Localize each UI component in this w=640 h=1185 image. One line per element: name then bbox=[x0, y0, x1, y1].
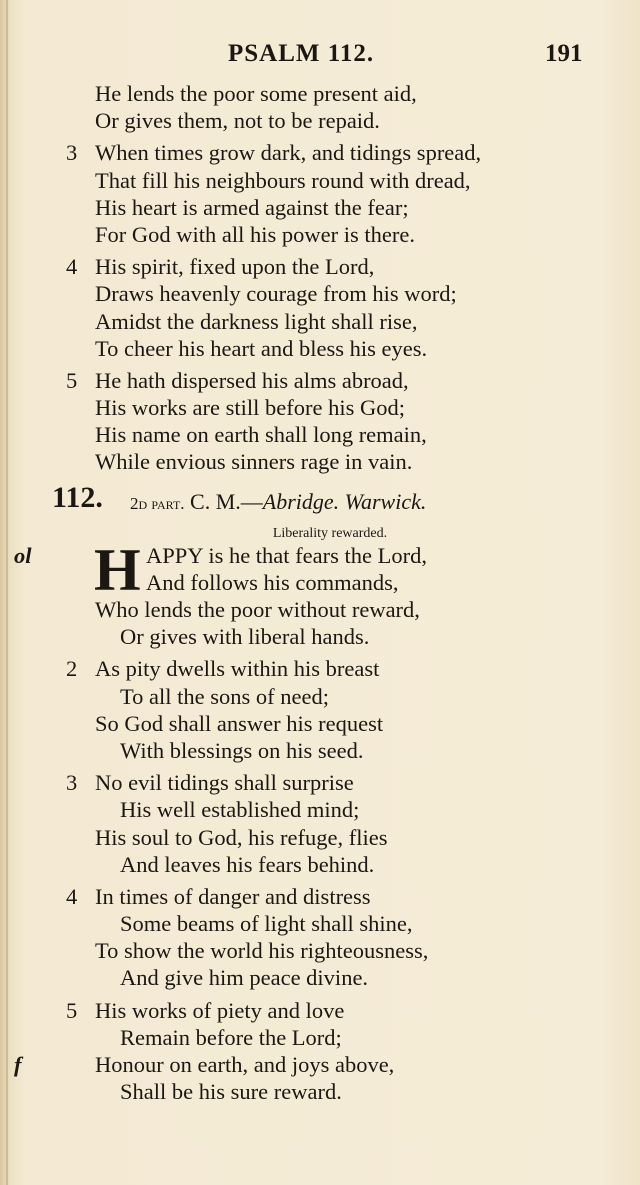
verse-line bbox=[0, 367, 640, 394]
page-number: 191 bbox=[545, 40, 583, 67]
verse-line bbox=[0, 997, 640, 1024]
verse-text: And give him peace divine. bbox=[120, 965, 369, 991]
verse-text: Amidst the darkness light shall rise, bbox=[95, 308, 418, 334]
verse-text: For God with all his power is there. bbox=[95, 221, 415, 247]
stanza-number: 4 bbox=[66, 883, 78, 909]
verse-text: Or gives them, not to be repaid. bbox=[95, 108, 380, 134]
drop-cap: H bbox=[94, 536, 141, 603]
verse-line bbox=[0, 167, 640, 194]
verse-text: His works of piety and love bbox=[95, 997, 345, 1023]
verse-text: Remain before the Lord; bbox=[120, 1024, 342, 1050]
verse-text: His soul to God, his refuge, flies bbox=[95, 824, 388, 850]
verse-line bbox=[0, 1024, 640, 1051]
verse-text: Some beams of light shall shine, bbox=[120, 911, 413, 937]
verse-line bbox=[0, 655, 640, 682]
verse-line bbox=[0, 824, 640, 851]
verse-line bbox=[0, 80, 640, 107]
verse-line bbox=[0, 883, 640, 910]
verse-line bbox=[0, 683, 640, 710]
verse-text: With blessings on his seed. bbox=[120, 737, 364, 763]
verse-line bbox=[0, 769, 640, 796]
verse-text: Shall be his sure reward. bbox=[120, 1079, 342, 1105]
verse-line bbox=[0, 335, 640, 362]
verse-line bbox=[0, 280, 640, 307]
verse-line bbox=[0, 221, 640, 248]
verse-text: To cheer his heart and bless his eyes. bbox=[95, 335, 428, 361]
verse-line bbox=[0, 107, 640, 134]
verse-line bbox=[0, 937, 640, 964]
stanza-number: 4 bbox=[66, 254, 78, 280]
psalm-meta bbox=[130, 488, 426, 517]
margin-mark-f: f bbox=[14, 1052, 22, 1078]
verse-text: While envious sinners rage in vain. bbox=[95, 449, 413, 475]
verse-text: He hath dispersed his alms abroad, bbox=[95, 367, 409, 393]
verse-text: That fill his neighbours round with dread, bbox=[95, 167, 471, 193]
verse-text: His name on earth shall long remain, bbox=[95, 422, 427, 448]
verse-text: His well established mind; bbox=[120, 797, 360, 823]
verse-text: Who lends the poor without reward, bbox=[95, 597, 420, 623]
verse-text: His heart is armed against the fear; bbox=[95, 194, 409, 220]
verse-line bbox=[0, 253, 640, 280]
verse-text: Honour on earth, and joys above, bbox=[95, 1052, 395, 1078]
opening-line-2: And follows his commands, bbox=[146, 569, 399, 595]
opening-line-1: APPY is he that fears the Lord, bbox=[146, 542, 427, 568]
verse-text: When times grow dark, and tidings spread, bbox=[95, 140, 482, 166]
verse-text: His spirit, fixed upon the Lord, bbox=[95, 254, 375, 280]
verse-text: To all the sons of need; bbox=[120, 683, 330, 709]
verse-line bbox=[0, 851, 640, 878]
verse-line bbox=[0, 623, 640, 650]
verse-line bbox=[0, 139, 640, 166]
verse-text: Or gives with liberal hands. bbox=[120, 624, 370, 650]
verse-text: In times of danger and distress bbox=[95, 883, 371, 909]
second-part-stanzas bbox=[0, 596, 640, 1105]
tune-names: Abridge. Warwick. bbox=[262, 488, 427, 514]
verse-text: So God shall answer his request bbox=[95, 710, 384, 736]
stanza-number: 5 bbox=[66, 997, 78, 1023]
verse-line bbox=[0, 1051, 640, 1078]
verse-text: Draws heavenly courage from his word; bbox=[95, 281, 457, 307]
verse-text: No evil tidings shall surprise bbox=[95, 770, 354, 796]
verse-text: He lends the poor some present aid, bbox=[95, 81, 417, 106]
stanza-number: 3 bbox=[66, 770, 78, 796]
verse-line bbox=[0, 596, 640, 623]
verse-line bbox=[0, 308, 640, 335]
first-part-stanzas bbox=[0, 80, 640, 476]
verse-line bbox=[0, 737, 640, 764]
page-header bbox=[0, 40, 640, 72]
psalm-heading bbox=[0, 480, 640, 520]
verse-text: And leaves his fears behind. bbox=[120, 851, 375, 877]
verse-line bbox=[0, 421, 640, 448]
verse-line bbox=[0, 964, 640, 991]
stanza-number: 5 bbox=[66, 367, 78, 393]
hymn-subtitle: Liberality rewarded. bbox=[272, 525, 388, 541]
running-title: PSALM 112. bbox=[228, 40, 375, 67]
margin-mark-ol: ol bbox=[14, 542, 32, 568]
opening-lines bbox=[0, 536, 640, 603]
verse-line bbox=[0, 910, 640, 937]
psalm-number: 112. bbox=[52, 480, 103, 514]
verse-line bbox=[0, 710, 640, 737]
verse-line bbox=[0, 394, 640, 421]
verse-text: As pity dwells within his breast bbox=[95, 656, 380, 682]
verse-line bbox=[0, 194, 640, 221]
stanza-number: 3 bbox=[66, 140, 78, 166]
part-label: 2d part. bbox=[130, 493, 185, 513]
verse-line bbox=[0, 796, 640, 823]
verse-text: His works are still before his God; bbox=[95, 395, 405, 421]
verse-text: To show the world his righteousness, bbox=[95, 938, 429, 964]
stanza-number: 2 bbox=[66, 656, 78, 682]
page-text bbox=[0, 80, 640, 1105]
verse-line bbox=[0, 1078, 640, 1105]
verse-line bbox=[0, 448, 640, 475]
meter-label: C. M.— bbox=[190, 488, 263, 514]
